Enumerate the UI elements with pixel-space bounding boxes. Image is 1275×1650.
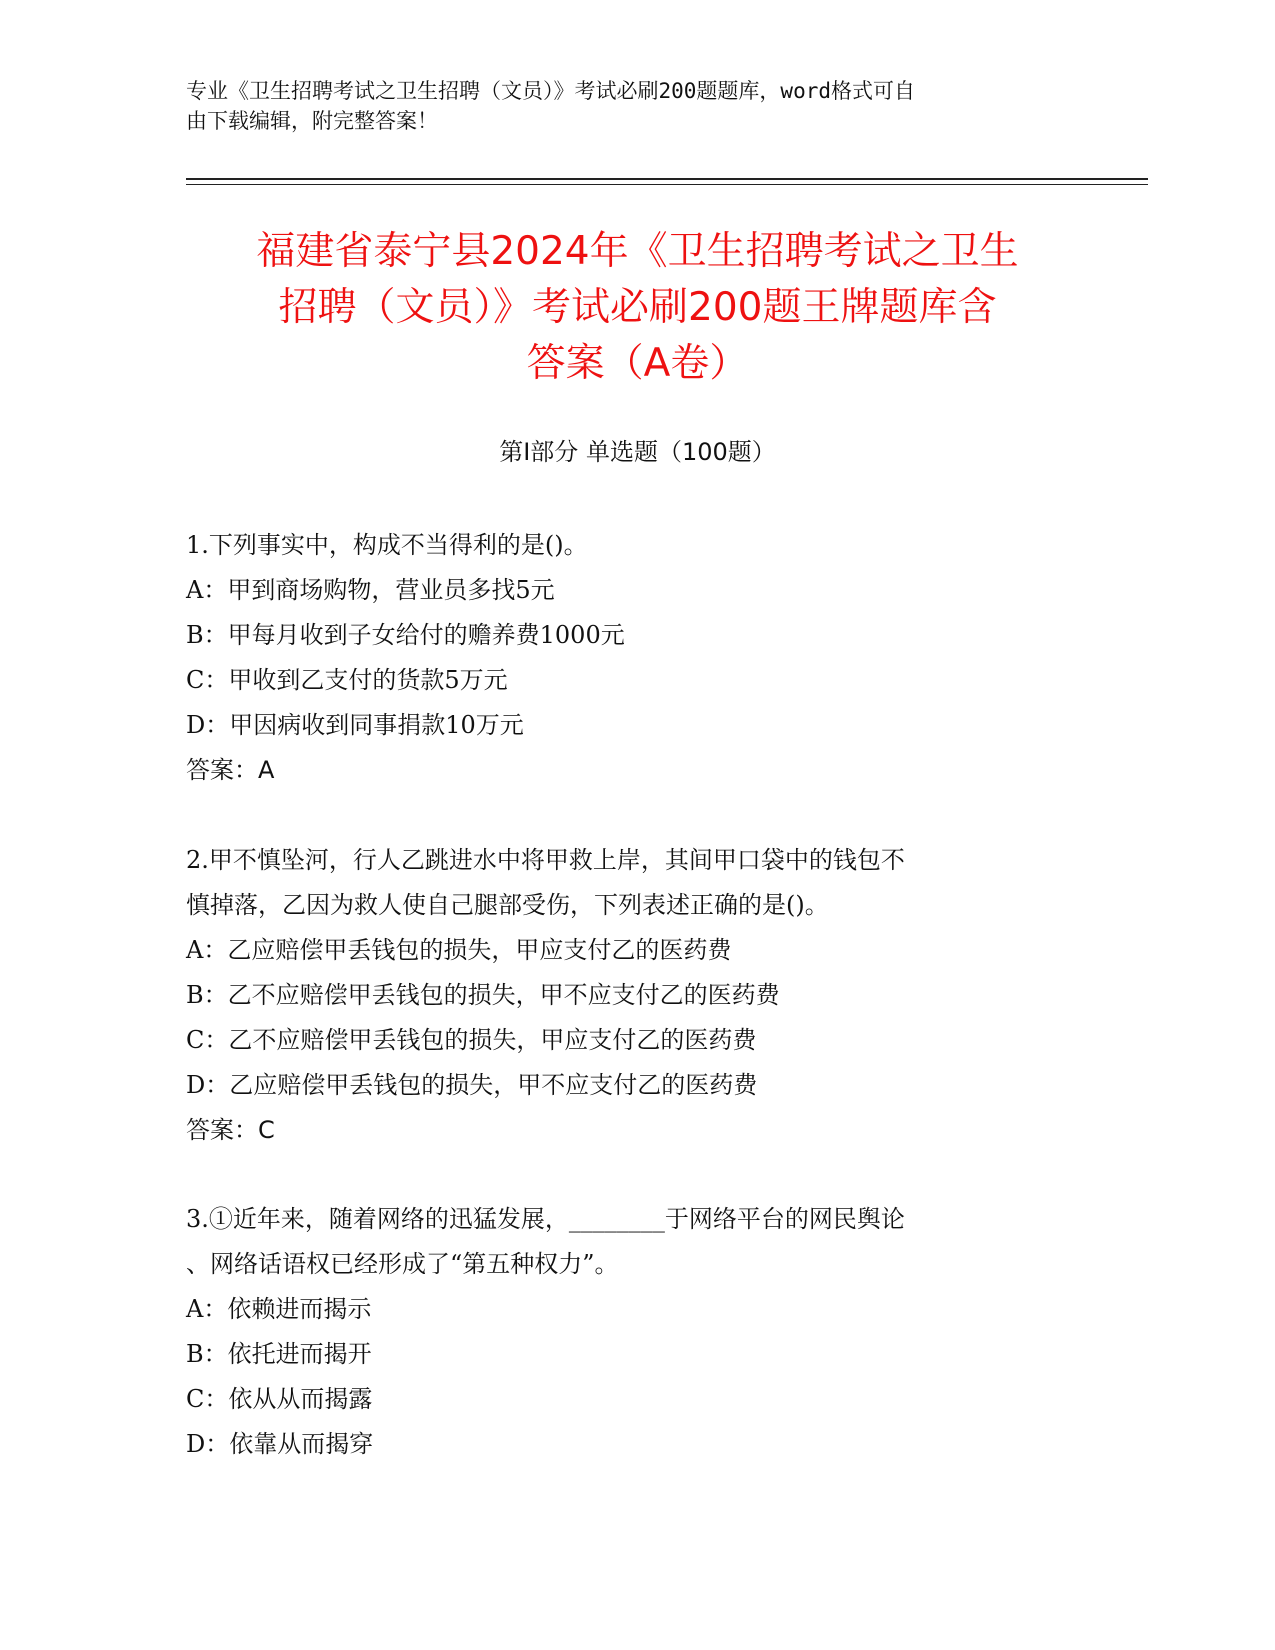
option-d: D：乙应赔偿甲丢钱包的损失，甲不应支付乙的医药费 — [186, 1071, 758, 1099]
option-d: D：甲因病收到同事捐款10万元 — [186, 711, 524, 739]
question-stem: 慎掉落，乙因为救人使自己腿部受伤，下列表述正确的是()。 — [186, 891, 829, 919]
answer-line: 答案：C — [186, 1116, 275, 1144]
question-2 — [186, 838, 1086, 1153]
option-c: C：依从从而揭露 — [186, 1385, 373, 1413]
header-divider-thick — [186, 178, 1148, 180]
title-line: 招聘（文员）》考试必刷200题王牌题库含 — [278, 285, 997, 330]
option-b: B：甲每月收到子女给付的赡养费1000元 — [186, 621, 625, 649]
header-note-line: 由下载编辑，附完整答案！ — [186, 109, 438, 133]
option-b: B：依托进而揭开 — [186, 1340, 372, 1368]
header-divider-thin — [186, 184, 1148, 185]
answer-line: 答案：A — [186, 756, 275, 784]
option-b: B：乙不应赔偿甲丢钱包的损失，甲不应支付乙的医药费 — [186, 981, 780, 1009]
header-note-line: 专业《卫生招聘考试之卫生招聘（文员）》考试必刷200题题库，word格式可自 — [186, 79, 915, 103]
question-3 — [186, 1197, 1086, 1467]
option-c: C：甲收到乙支付的货款5万元 — [186, 666, 508, 694]
document-title — [150, 224, 1125, 392]
header-note — [186, 76, 1086, 136]
option-a: A：依赖进而揭示 — [186, 1295, 372, 1323]
question-stem: 3.①近年来，随着网络的迅猛发展，________于网络平台的网民舆论 — [186, 1205, 905, 1233]
option-d: D：依靠从而揭穿 — [186, 1430, 374, 1458]
title-line: 福建省泰宁县2024年《卫生招聘考试之卫生 — [256, 229, 1019, 274]
question-1 — [186, 523, 1086, 793]
question-stem: 1.下列事实中，构成不当得利的是()。 — [186, 531, 588, 559]
title-line: 答案（A卷） — [526, 341, 749, 386]
option-a: A：乙应赔偿甲丢钱包的损失，甲应支付乙的医药费 — [186, 936, 732, 964]
option-c: C：乙不应赔偿甲丢钱包的损失，甲应支付乙的医药费 — [186, 1026, 757, 1054]
question-stem: 、网络话语权已经形成了“第五种权力”。 — [186, 1250, 619, 1278]
section-heading: 第Ⅰ部分 单选题（100题） — [499, 438, 776, 466]
question-stem: 2.甲不慎坠河，行人乙跳进水中将甲救上岸，其间甲口袋中的钱包不 — [186, 846, 905, 874]
option-a: A：甲到商场购物，营业员多找5元 — [186, 576, 555, 604]
